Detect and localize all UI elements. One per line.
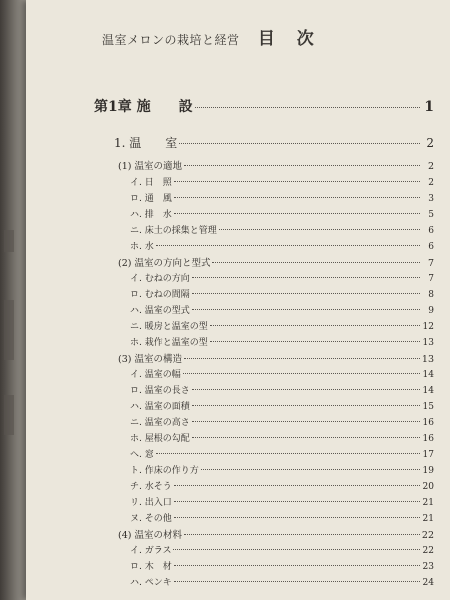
toc-item[interactable]: ハ. ペンキ 24	[130, 578, 434, 588]
toc-item[interactable]: ロ. 温室の長さ 14	[130, 386, 434, 396]
toc-item[interactable]: イ. 日 照 2	[130, 178, 434, 188]
toc-item[interactable]: ヘ. 窓 17	[130, 450, 434, 460]
toc-item[interactable]: ト. 作床の作り方 19	[130, 466, 434, 476]
toc-item[interactable]: イ. 温室の幅 14	[130, 370, 434, 380]
toc-item[interactable]: ハ. 温室の型式 9	[130, 306, 434, 316]
toc-item[interactable]: ロ. 通 風 3	[130, 194, 434, 204]
toc-title: 目 次	[257, 29, 322, 49]
toc-item[interactable]: チ. 水そう 20	[130, 482, 434, 492]
toc-item[interactable]: ホ. 栽作と温室の型 13	[130, 338, 434, 348]
bleed-mark	[4, 300, 14, 360]
toc-item[interactable]: ホ. 屋根の勾配 16	[130, 434, 434, 444]
toc-item[interactable]: ロ. 木 材 23	[130, 562, 434, 572]
toc-section-1[interactable]: 1. 温 室 2	[114, 136, 434, 150]
toc-item[interactable]: ニ. 床土の採集と管理 6	[130, 226, 434, 236]
toc-item[interactable]: リ. 出入口 21	[130, 498, 434, 508]
toc-item[interactable]: イ. ガラス 22	[130, 546, 434, 556]
bleed-mark	[4, 230, 14, 252]
toc-item[interactable]: ニ. 温室の高さ 16	[130, 418, 434, 428]
toc-item[interactable]: ホ. 水 6	[130, 242, 434, 252]
toc-subsection-4[interactable]: (4) 温室の材料 22	[118, 530, 434, 541]
page-header	[102, 24, 322, 49]
toc-item[interactable]: ニ. 暖房と温室の型 12	[130, 322, 434, 332]
toc-item[interactable]: ハ. 温室の面積 15	[130, 402, 434, 412]
bleed-mark	[4, 395, 14, 435]
toc-chapter-1[interactable]: 第1章 施 設 1	[94, 99, 434, 115]
toc-subsection-1[interactable]: (1) 温室の適地 2	[118, 161, 434, 172]
toc-item[interactable]: イ. むねの方向 7	[130, 274, 434, 284]
adjacent-page-edge	[0, 0, 26, 600]
toc-subsection-3[interactable]: (3) 温室の構造 13	[118, 354, 434, 365]
toc-subsection-2[interactable]: (2) 温室の方向と型式 7	[118, 258, 434, 269]
toc-item[interactable]: ハ. 排 水 5	[130, 210, 434, 220]
toc-item[interactable]: ヌ. その他 21	[130, 514, 434, 524]
toc-page	[26, 0, 450, 600]
toc-item[interactable]: ロ. むねの間隔 8	[130, 290, 434, 300]
book-title: 温室メロンの栽培と経営	[102, 33, 240, 47]
